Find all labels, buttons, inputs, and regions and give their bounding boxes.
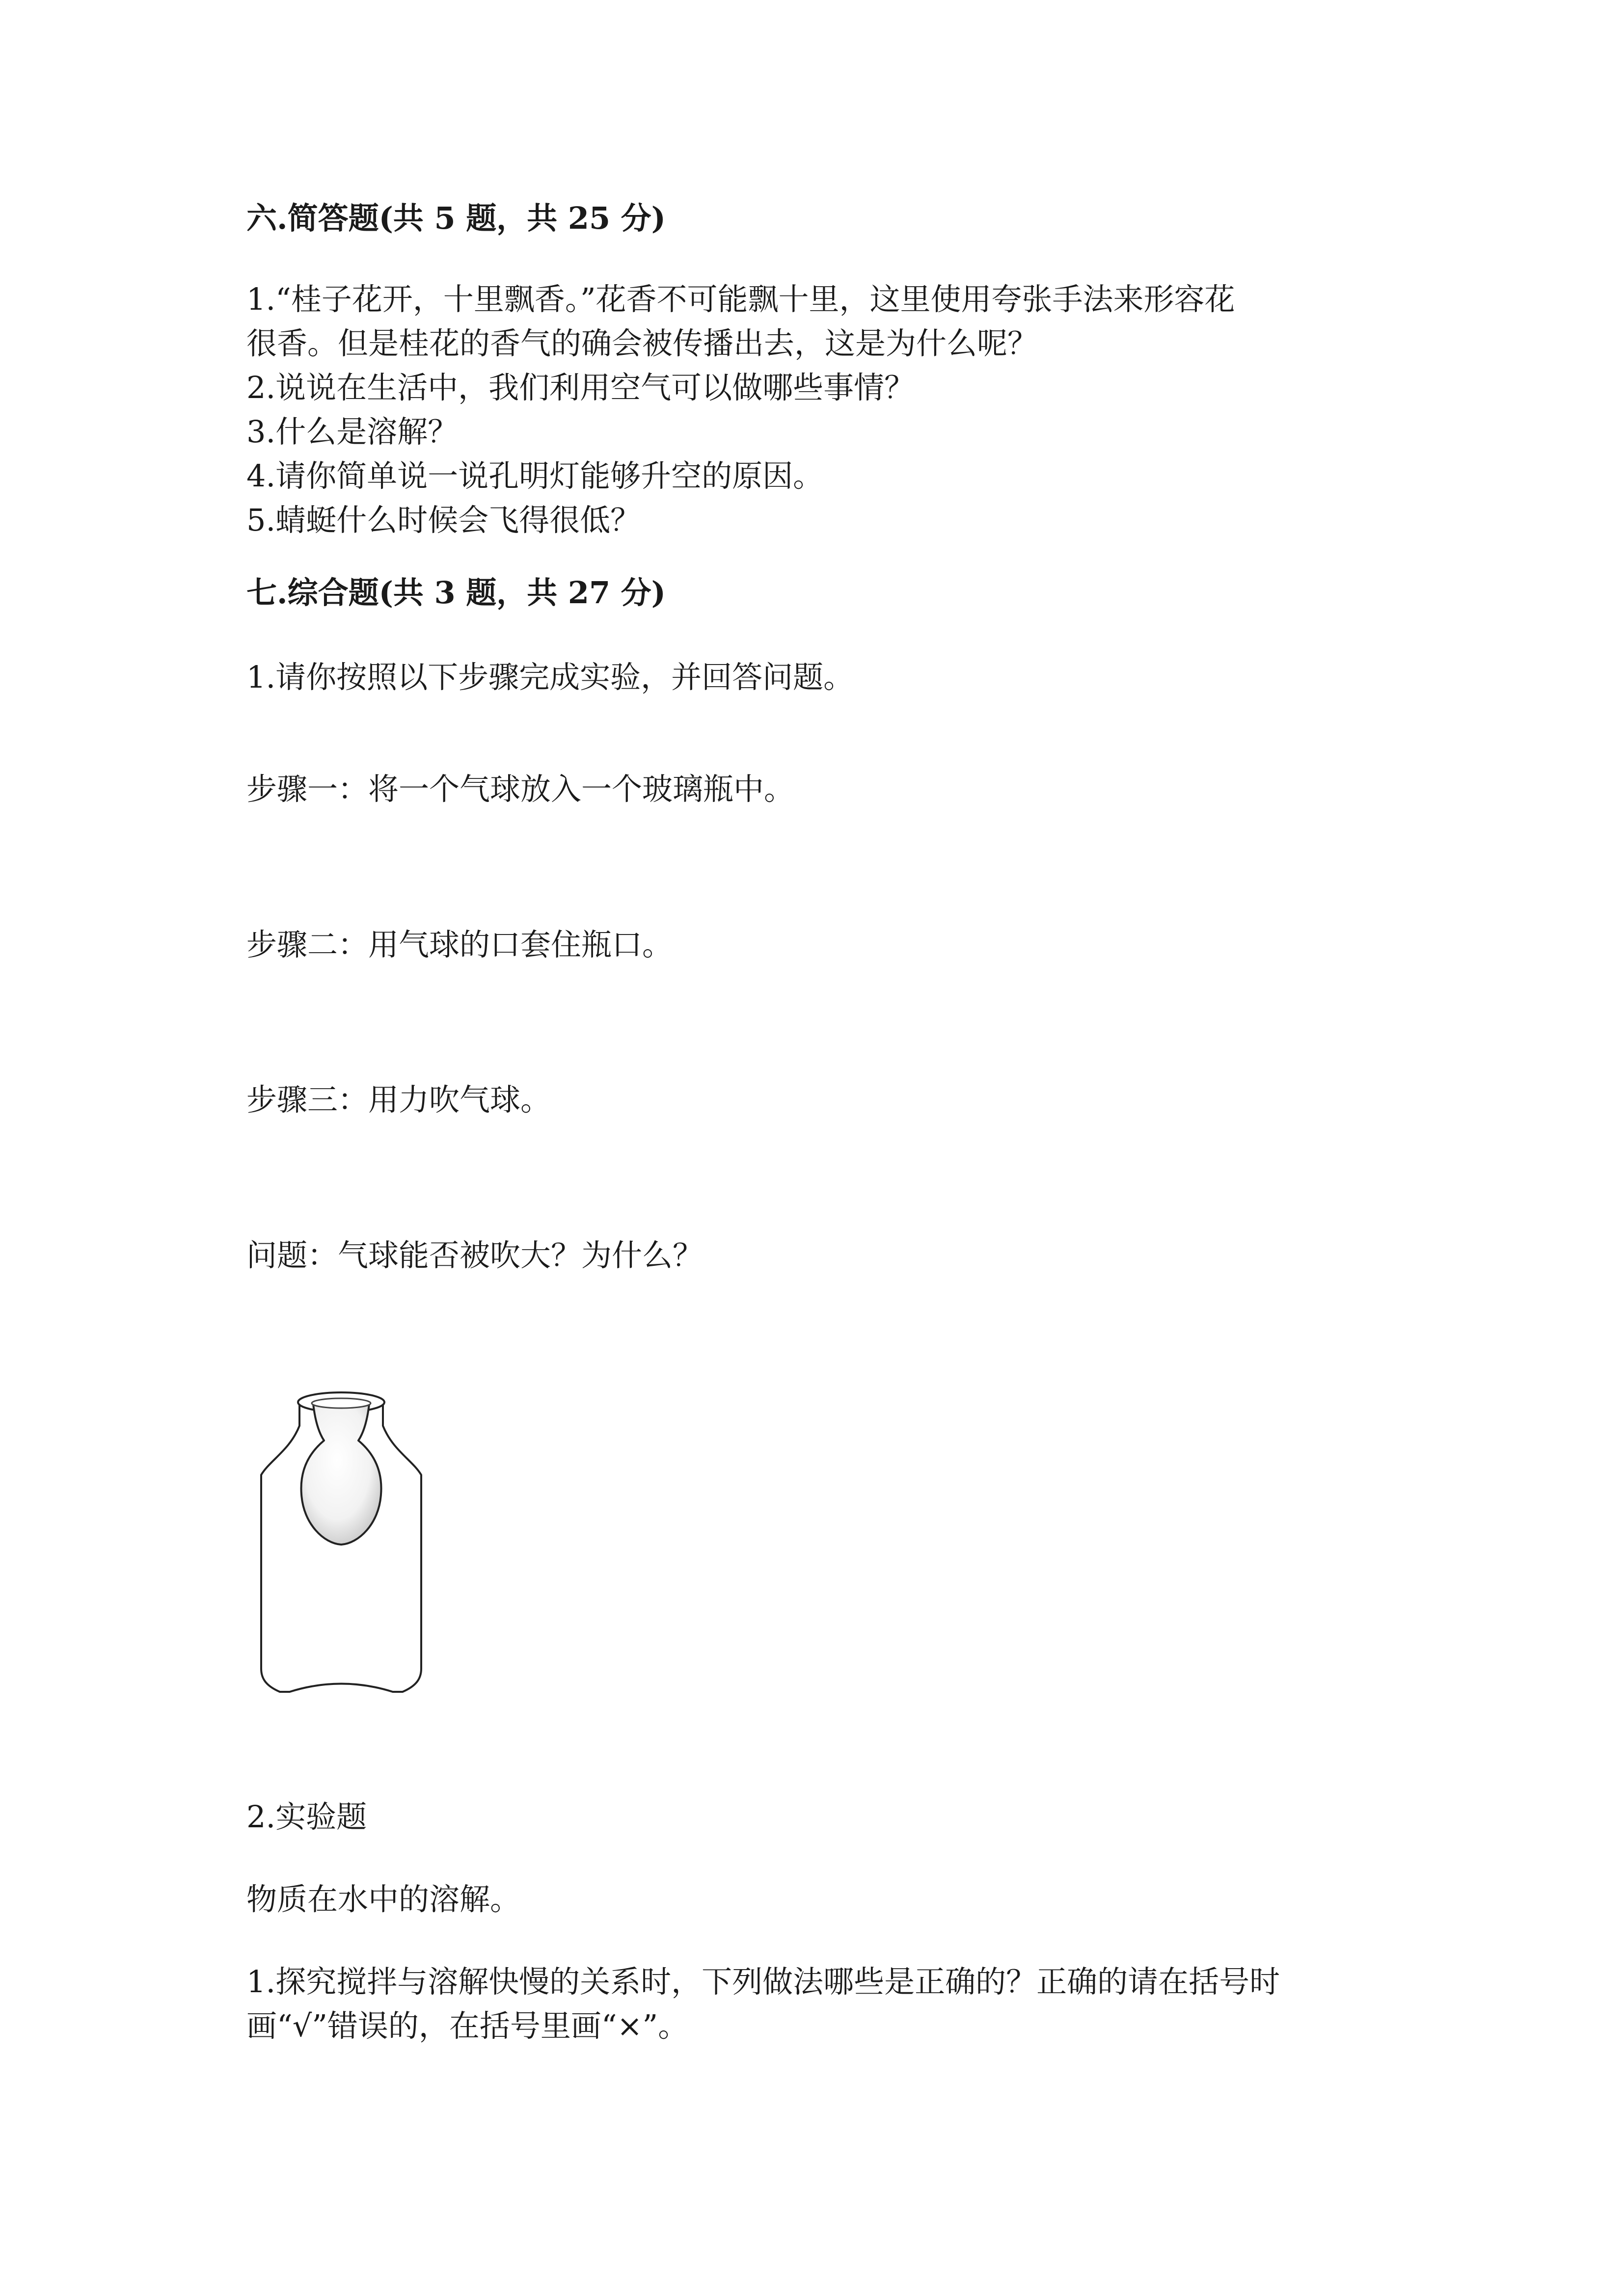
question-7-1-intro: 1.请你按照以下步骤完成实验，并回答问题。 [246, 659, 854, 695]
question-6-4: 4.请你简单说一说孔明灯能够升空的原因。 [246, 458, 824, 494]
question-7-2-title: 2.实验题 [246, 1799, 367, 1835]
experiment-step-2: 步骤二：用气球的口套住瓶口。 [246, 927, 673, 962]
question-6-3: 3.什么是溶解？ [246, 414, 459, 450]
experiment-question: 问题：气球能否被吹大？为什么？ [246, 1237, 704, 1273]
question-6-1-line-1: 1.“桂子花开，十里飘香。”花香不可能飘十里，这里使用夸张手法来形容花 [246, 281, 1235, 317]
question-6-5: 5.蜻蜓什么时候会飞得很低？ [246, 502, 641, 538]
experiment-step-3: 步骤三：用力吹气球。 [246, 1082, 551, 1118]
question-6-1-line-2: 很香。但是桂花的香气的确会被传播出去，这是为什么呢？ [246, 325, 1038, 361]
question-7-2-sub-1-line-1: 1.探究搅拌与溶解快慢的关系时，下列做法哪些是正确的？正确的请在括号时 [246, 1964, 1280, 2000]
question-7-2-topic: 物质在水中的溶解。 [246, 1881, 521, 1917]
bottle-with-balloon-icon [250, 1391, 432, 1706]
question-7-2-sub-1-line-2: 画“√”错误的，在括号里画“×”。 [246, 2008, 689, 2044]
section-6-heading: 六.简答题(共 5 题，共 25 分) [246, 200, 666, 236]
experiment-step-1: 步骤一：将一个气球放入一个玻璃瓶中。 [246, 771, 795, 807]
question-6-2: 2.说说在生活中，我们利用空气可以做哪些事情？ [246, 370, 915, 405]
section-7-heading: 七.综合题(共 3 题，共 27 分) [246, 575, 666, 611]
